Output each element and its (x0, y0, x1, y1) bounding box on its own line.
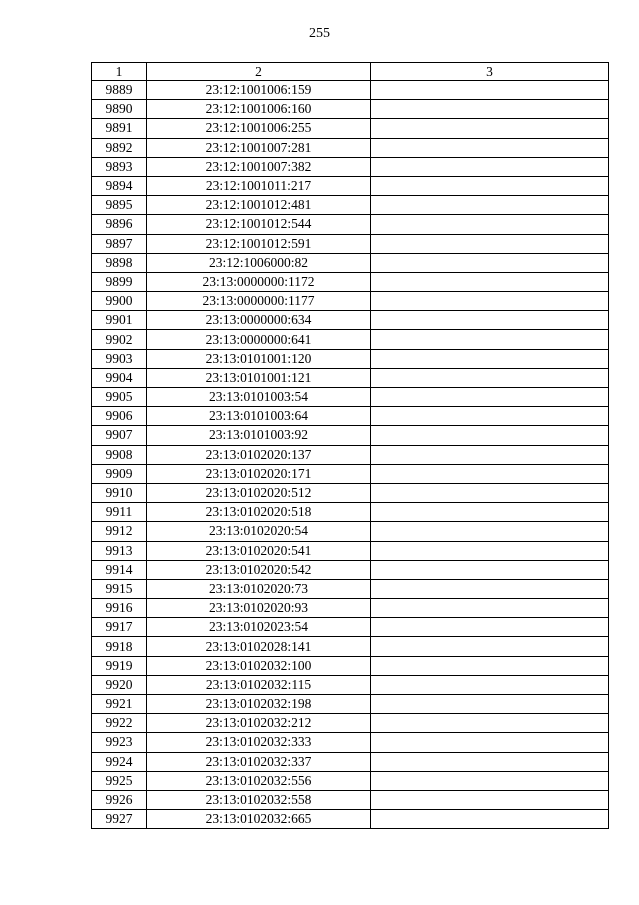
cadastral-number-cell: 23:13:0102020:512 (147, 483, 371, 502)
table-row (92, 618, 609, 637)
table-body (92, 81, 609, 829)
table-row (92, 407, 609, 426)
notes-cell (371, 579, 609, 598)
notes-cell (371, 196, 609, 215)
cadastral-number-cell: 23:13:0102020:541 (147, 541, 371, 560)
cadastral-number-cell: 23:13:0101003:64 (147, 407, 371, 426)
row-number-cell: 9893 (92, 157, 147, 176)
notes-cell (371, 445, 609, 464)
cadastral-number-cell: 23:13:0102032:212 (147, 714, 371, 733)
cadastral-number-cell: 23:12:1001007:281 (147, 138, 371, 157)
row-number-cell: 9897 (92, 234, 147, 253)
cadastral-number-cell: 23:13:0101003:54 (147, 388, 371, 407)
table-row (92, 483, 609, 502)
table-row (92, 253, 609, 272)
cadastral-number-cell: 23:13:0102032:115 (147, 675, 371, 694)
row-number-cell: 9890 (92, 100, 147, 119)
table-row (92, 292, 609, 311)
cadastral-number-cell: 23:13:0102032:665 (147, 810, 371, 829)
notes-cell (371, 733, 609, 752)
row-number-cell: 9906 (92, 407, 147, 426)
row-number-cell: 9925 (92, 771, 147, 790)
notes-cell (371, 771, 609, 790)
row-number-cell: 9909 (92, 464, 147, 483)
row-number-cell: 9913 (92, 541, 147, 560)
table-row (92, 656, 609, 675)
notes-cell (371, 100, 609, 119)
page-number: 255 (309, 26, 330, 41)
row-number-cell: 9904 (92, 368, 147, 387)
table-row (92, 522, 609, 541)
cadastral-number-cell: 23:12:1006000:82 (147, 253, 371, 272)
notes-cell (371, 426, 609, 445)
row-number-cell: 9905 (92, 388, 147, 407)
table-row (92, 138, 609, 157)
table-row (92, 675, 609, 694)
cadastral-number-cell: 23:13:0000000:641 (147, 330, 371, 349)
cadastral-number-cell: 23:12:1001007:382 (147, 157, 371, 176)
notes-cell (371, 157, 609, 176)
notes-cell (371, 675, 609, 694)
table-row (92, 752, 609, 771)
column-header-3: 3 (371, 63, 609, 81)
notes-cell (371, 407, 609, 426)
row-number-cell: 9916 (92, 599, 147, 618)
cadastral-number-cell: 23:13:0101001:120 (147, 349, 371, 368)
cadastral-number-cell: 23:13:0102032:333 (147, 733, 371, 752)
cadastral-number-cell: 23:13:0102032:337 (147, 752, 371, 771)
row-number-cell: 9919 (92, 656, 147, 675)
cadastral-number-cell: 23:12:1001012:544 (147, 215, 371, 234)
table-row (92, 426, 609, 445)
table-row (92, 503, 609, 522)
cadastral-number-cell: 23:13:0102028:141 (147, 637, 371, 656)
row-number-cell: 9917 (92, 618, 147, 637)
cadastral-number-cell: 23:13:0102020:73 (147, 579, 371, 598)
notes-cell (371, 810, 609, 829)
table-row (92, 157, 609, 176)
notes-cell (371, 311, 609, 330)
notes-cell (371, 81, 609, 100)
row-number-cell: 9900 (92, 292, 147, 311)
table-row (92, 215, 609, 234)
table-row (92, 311, 609, 330)
notes-cell (371, 541, 609, 560)
notes-cell (371, 752, 609, 771)
table-row (92, 637, 609, 656)
notes-cell (371, 790, 609, 809)
column-header-2: 2 (147, 63, 371, 81)
notes-cell (371, 388, 609, 407)
row-number-cell: 9903 (92, 349, 147, 368)
notes-cell (371, 599, 609, 618)
notes-cell (371, 253, 609, 272)
row-number-cell: 9920 (92, 675, 147, 694)
table-row (92, 541, 609, 560)
table-row (92, 272, 609, 291)
cadastral-number-cell: 23:13:0102023:54 (147, 618, 371, 637)
cadastral-number-cell: 23:13:0101003:92 (147, 426, 371, 445)
table-row (92, 388, 609, 407)
table-header-row (92, 63, 609, 81)
cadastral-number-cell: 23:13:0102020:54 (147, 522, 371, 541)
row-number-cell: 9898 (92, 253, 147, 272)
cadastral-number-cell: 23:12:1001006:255 (147, 119, 371, 138)
cadastral-number-cell: 23:12:1001012:481 (147, 196, 371, 215)
row-number-cell: 9910 (92, 483, 147, 502)
row-number-cell: 9918 (92, 637, 147, 656)
table-row (92, 330, 609, 349)
table-row (92, 176, 609, 195)
table-row (92, 714, 609, 733)
table-row (92, 368, 609, 387)
table-row (92, 599, 609, 618)
notes-cell (371, 176, 609, 195)
row-number-cell: 9911 (92, 503, 147, 522)
table-row (92, 81, 609, 100)
notes-cell (371, 292, 609, 311)
table-row (92, 100, 609, 119)
notes-cell (371, 330, 609, 349)
notes-cell (371, 464, 609, 483)
notes-cell (371, 138, 609, 157)
cadastral-number-cell: 23:13:0102032:198 (147, 695, 371, 714)
column-header-1: 1 (92, 63, 147, 81)
cadastral-number-cell: 23:13:0102032:100 (147, 656, 371, 675)
row-number-cell: 9926 (92, 790, 147, 809)
notes-cell (371, 560, 609, 579)
row-number-cell: 9921 (92, 695, 147, 714)
cadastral-number-cell: 23:13:0102020:518 (147, 503, 371, 522)
table-row (92, 119, 609, 138)
notes-cell (371, 349, 609, 368)
table-row (92, 196, 609, 215)
row-number-cell: 9927 (92, 810, 147, 829)
cadastral-number-cell: 23:13:0000000:1172 (147, 272, 371, 291)
row-number-cell: 9896 (92, 215, 147, 234)
notes-cell (371, 234, 609, 253)
table-row (92, 733, 609, 752)
row-number-cell: 9907 (92, 426, 147, 445)
row-number-cell: 9924 (92, 752, 147, 771)
row-number-cell: 9908 (92, 445, 147, 464)
table-row (92, 771, 609, 790)
notes-cell (371, 618, 609, 637)
row-number-cell: 9922 (92, 714, 147, 733)
cadastral-number-cell: 23:13:0000000:1177 (147, 292, 371, 311)
cadastral-number-cell: 23:12:1001006:160 (147, 100, 371, 119)
cadastral-table (91, 62, 609, 829)
notes-cell (371, 503, 609, 522)
table-row (92, 695, 609, 714)
cadastral-number-cell: 23:12:1001011:217 (147, 176, 371, 195)
row-number-cell: 9889 (92, 81, 147, 100)
row-number-cell: 9923 (92, 733, 147, 752)
cadastral-number-cell: 23:12:1001012:591 (147, 234, 371, 253)
table-row (92, 349, 609, 368)
cadastral-number-cell: 23:13:0102020:542 (147, 560, 371, 579)
cadastral-number-cell: 23:13:0102020:93 (147, 599, 371, 618)
table-row (92, 790, 609, 809)
row-number-cell: 9912 (92, 522, 147, 541)
row-number-cell: 9915 (92, 579, 147, 598)
table-row (92, 464, 609, 483)
notes-cell (371, 215, 609, 234)
table-row (92, 810, 609, 829)
notes-cell (371, 272, 609, 291)
cadastral-number-cell: 23:13:0000000:634 (147, 311, 371, 330)
cadastral-number-cell: 23:13:0102020:137 (147, 445, 371, 464)
notes-cell (371, 637, 609, 656)
notes-cell (371, 714, 609, 733)
row-number-cell: 9892 (92, 138, 147, 157)
table-row (92, 560, 609, 579)
row-number-cell: 9901 (92, 311, 147, 330)
row-number-cell: 9894 (92, 176, 147, 195)
table-row (92, 234, 609, 253)
row-number-cell: 9914 (92, 560, 147, 579)
notes-cell (371, 119, 609, 138)
row-number-cell: 9899 (92, 272, 147, 291)
notes-cell (371, 368, 609, 387)
notes-cell (371, 522, 609, 541)
notes-cell (371, 695, 609, 714)
cadastral-number-cell: 23:13:0102032:556 (147, 771, 371, 790)
row-number-cell: 9891 (92, 119, 147, 138)
row-number-cell: 9902 (92, 330, 147, 349)
cadastral-number-cell: 23:13:0101001:121 (147, 368, 371, 387)
table-row (92, 579, 609, 598)
row-number-cell: 9895 (92, 196, 147, 215)
table-row (92, 445, 609, 464)
cadastral-number-cell: 23:13:0102020:171 (147, 464, 371, 483)
notes-cell (371, 483, 609, 502)
cadastral-number-cell: 23:12:1001006:159 (147, 81, 371, 100)
cadastral-number-cell: 23:13:0102032:558 (147, 790, 371, 809)
notes-cell (371, 656, 609, 675)
